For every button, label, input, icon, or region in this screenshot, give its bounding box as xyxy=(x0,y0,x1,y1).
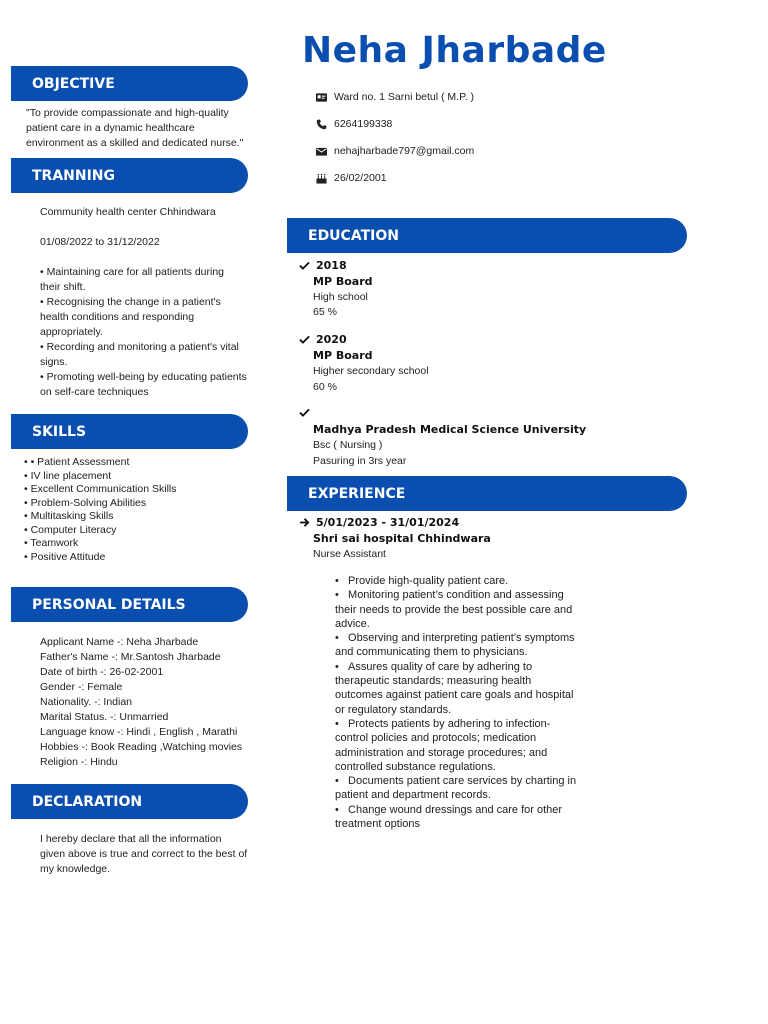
objective-heading: OBJECTIVE xyxy=(11,66,248,101)
experience-duties-text: • Provide high-quality patient care. • Monitoring patient’s condition and assessing their needs to provide the best possible care and advice. • Observing and interpreting patient’s symptoms and communicating them to physicians. • Assures quality of care by adhering to therapeutic standards; measuring health outcomes against patient care goals and hospital or regulatory standards. • Protects patients by adhering to infection- control policies and protocols; medication administration and storage procedures; and controlled substance regulations. • Documents patient care services by charting in patient and department records. • Change wound dressings and care for other treatment options xyxy=(335,574,615,831)
phone-icon xyxy=(316,119,327,130)
experience-role: Nurse Assistant xyxy=(313,548,386,560)
declaration-heading: DECLARATION xyxy=(11,784,248,819)
phone-text: 6264199338 xyxy=(334,118,393,130)
training-dates: 01/08/2022 to 31/12/2022 xyxy=(40,236,160,248)
education-item-2-board: MP Board xyxy=(313,349,373,362)
birthday-cake-icon xyxy=(316,173,327,184)
education-item-2-level: Higher secondary school xyxy=(313,365,429,377)
id-card-icon xyxy=(316,92,327,103)
contact-phone xyxy=(316,118,392,130)
envelope-icon xyxy=(316,146,327,157)
experience-dates: 5/01/2023 - 31/01/2024 xyxy=(299,516,459,529)
duty-line: • Change wound dressings and care for other xyxy=(335,803,563,816)
duty-line: • Provide high-quality patient care. xyxy=(335,575,509,587)
address-text: Ward no. 1 Sarni betul ( M.P. ) xyxy=(334,91,475,103)
candidate-name: Neha Jharbade xyxy=(302,30,607,71)
education-item-1-board: MP Board xyxy=(313,275,373,288)
skills-heading: SKILLS xyxy=(11,414,248,449)
checkmark-icon xyxy=(299,407,310,418)
duty-line: • Observing and interpreting patient’s symptoms xyxy=(335,632,575,645)
duty-line: • Assures quality of care by adhering to xyxy=(335,660,533,673)
arrow-right-icon xyxy=(299,517,310,528)
training-heading: TRANNING xyxy=(11,158,248,193)
education-item-3-score: Pasuring in 3rs year xyxy=(313,455,407,467)
duty-line: • Documents patient care services by charting in xyxy=(335,775,577,788)
contact-dob xyxy=(316,172,387,184)
contact-address xyxy=(316,91,474,103)
education-item-2-score: 60 % xyxy=(313,381,337,393)
personal-details-list: Applicant Name -: Neha Jharbade Father's Name -: Mr.Santosh Jharbade Date of birth -: 26-02-2001 Gender -: Female Nationality. -: Indian Marital Status. -: Unmarried Language know -: Hindi , English , Marathi Hobbies -: Book Reading ,Watching movies Religion -: Hindu xyxy=(40,636,243,768)
skills-list: • • Patient Assessment • IV line placement • Excellent Communication Skills • Problem-Solving Abilities • Multitasking Skills • Computer Literacy • Teamwork • Positive Attitude xyxy=(24,456,177,563)
education-heading: EDUCATION xyxy=(287,218,687,253)
education-item-1-score: 65 % xyxy=(313,306,337,318)
contact-email xyxy=(316,145,474,157)
education-item-3-year xyxy=(299,407,316,418)
education-item-1-year: 2018 xyxy=(299,259,347,272)
duty-line: • Monitoring patient’s condition and assessing xyxy=(335,589,564,602)
email-text: nehajharbade797@gmail.com xyxy=(334,145,475,157)
personal-details-heading: PERSONAL DETAILS xyxy=(11,587,248,622)
training-place: Community health center Chhindwara xyxy=(40,206,216,218)
experience-heading: EXPERIENCE xyxy=(287,476,687,511)
education-item-3-level: Bsc ( Nursing ) xyxy=(313,439,383,451)
duty-line: • Protects patients by adhering to infection- xyxy=(335,717,551,730)
checkmark-icon xyxy=(299,334,310,345)
education-item-3-board: Madhya Pradesh Medical Science University xyxy=(313,423,587,436)
objective-text: "To provide compassionate and high-quality patient care in a dynamic healthcare environment as a skilled and dedicated nurse." xyxy=(26,107,244,149)
education-item-1-level: High school xyxy=(313,291,368,303)
checkmark-icon xyxy=(299,260,310,271)
education-item-2-year: 2020 xyxy=(299,333,347,346)
dob-text: 26/02/2001 xyxy=(334,172,387,184)
experience-employer: Shri sai hospital Chhindwara xyxy=(313,532,491,545)
declaration-text: I hereby declare that all the information given above is true and correct to the best of my knowledge. xyxy=(40,833,248,875)
training-duties: • Maintaining care for all patients during their shift. • Recognising the change in a patient's health conditions and responding appropriately. • Recording and monitoring a patient's vital signs. • Promoting well-being by educating patients on self-care techniques xyxy=(40,266,247,398)
